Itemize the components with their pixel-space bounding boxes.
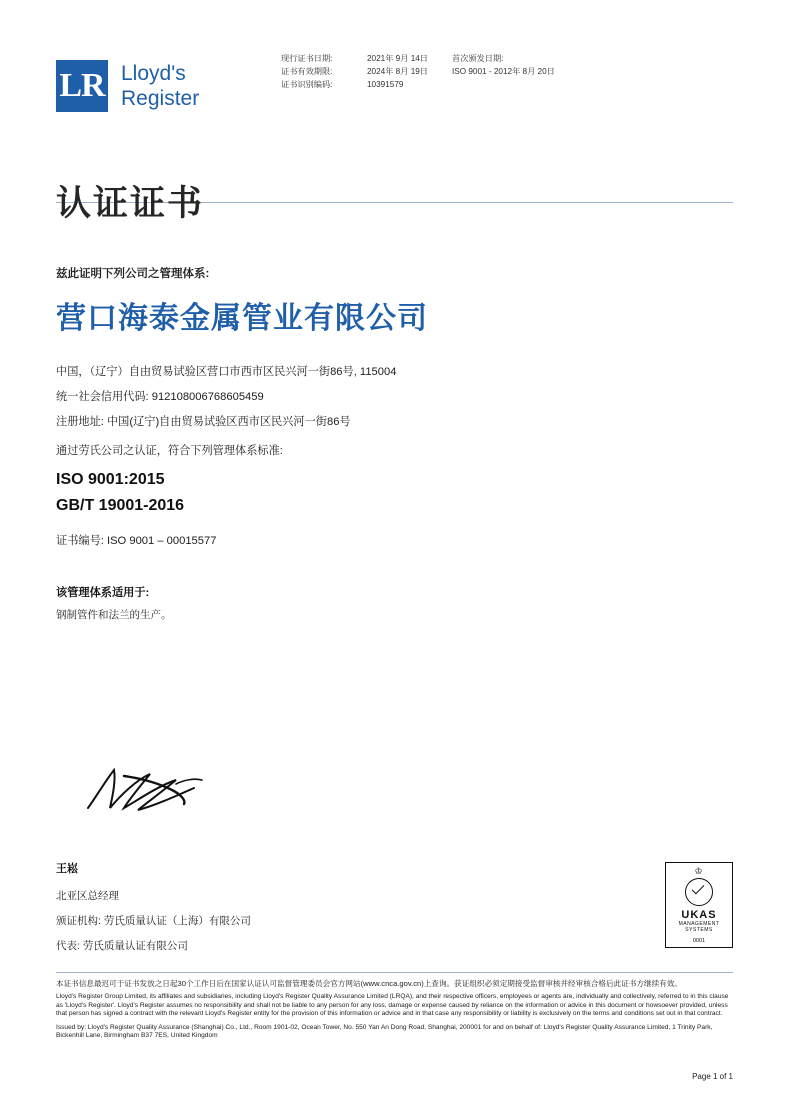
meta-value: 2024年 8月 19日 <box>367 67 428 76</box>
lloyds-register-logo <box>56 60 199 112</box>
standards-intro: 通过劳氏公司之认证，符合下列管理体系标准: <box>56 445 283 457</box>
scope-text: 钢制管件和法兰的生产。 <box>56 609 172 621</box>
logo-text-line2: Register <box>121 87 200 110</box>
scope-heading: 该管理体系适用于: <box>56 587 150 599</box>
credit-code-line: 统一社会信用代码: 91210800676860​5459 <box>56 391 264 403</box>
signatory-details <box>56 884 251 959</box>
intro-text: 兹此证明下列公司之管理体系: <box>56 268 210 280</box>
meta-row <box>452 65 555 78</box>
meta-row <box>452 52 555 65</box>
logo-mark-icon: LR <box>56 60 108 112</box>
issuing-body: 颁证机构: 劳氏质量认证（上海）有限公司 <box>56 915 251 927</box>
meta-value: 10391579 <box>367 80 404 89</box>
meta-column-first-issue <box>452 52 555 91</box>
footer-legal <box>56 978 733 1046</box>
signature-image <box>80 760 230 820</box>
signatory-name: 王崧 <box>56 863 78 875</box>
meta-row <box>281 65 428 78</box>
certificate-body <box>56 266 736 624</box>
ukas-number: 0001 <box>692 938 706 944</box>
ukas-sub-line1: MANAGEMENT <box>678 921 720 927</box>
registered-address-line: 注册地址: 中国(辽宁)自由贸易试验区西市区民兴河一街86号 <box>56 416 351 428</box>
meta-label: 首次颁发日期: <box>452 54 504 63</box>
logo-text-line1: Lloyd's <box>121 62 186 85</box>
meta-label: 现行证书日期: <box>281 54 333 63</box>
address-line: 中国，（辽宁）自由贸易试验区营口市西市区民兴河一街86号, 115004 <box>56 366 397 378</box>
page-title: 认证证书 <box>56 184 205 223</box>
meta-column-dates <box>281 52 428 91</box>
meta-label: 证书有效期限: <box>281 67 333 76</box>
signatory-title: 北亚区总经理 <box>56 890 119 902</box>
footer-disclaimer: Lloyd's Register Group Limited, its affiliates and subsidiaries, including Lloyd's Register Quality Assurance Limited (LRQA), and their respective officers, employees or agents are, individually and collectively, referred to in this clause as 'Lloyd's Register'. Lloyd's Register assumes no responsibility and shall not be liable to any person for any loss, damage or expense caused by reliance on the information or advice in this document or howsoever provided, unless that person has signed a contract with the relevant Lloyd's Register entity for the provision of this information or advice and in that case any responsibility or liability is exclusively on the terms and conditions set out in that contract. <box>56 993 729 1018</box>
certificate-meta <box>281 52 579 91</box>
on-behalf-of: 代表: 劳氏质量认证有限公司 <box>56 940 188 952</box>
document-header <box>0 52 789 148</box>
standard-gbt: GB/T 19001-2016 <box>56 497 185 514</box>
standard-iso: ISO 9001:2015 <box>56 471 165 488</box>
crown-icon: ♔ <box>694 866 704 876</box>
footer-divider <box>56 972 733 973</box>
meta-row <box>281 52 428 65</box>
ukas-accreditation-mark <box>665 862 733 948</box>
meta-value: ISO 9001 - 2012年 8月 20日 <box>452 67 555 76</box>
certificate-number: 证书编号: ISO 9001 – 00015577 <box>56 535 217 547</box>
meta-row <box>281 78 428 91</box>
ukas-sub-line2: SYSTEMS <box>685 927 713 933</box>
footer-issuer: Issued by: Lloyd's Register Quality Assurance (Shanghai) Co., Ltd., Room 1901-02, Ocean Tower, No. 550 Yan An Dong Road, Shanghai, 200001 for and on behalf of: Lloyd's Register Quality Assurance Limited, 1 Trinity Park, Bickenhill Lane, Birmingham B37 7ES, United Kingdom <box>56 1023 713 1040</box>
meta-label: 证书识别编码: <box>281 80 333 89</box>
checkmark-icon <box>685 878 713 906</box>
meta-value: 2021年 9月 14日 <box>367 54 428 63</box>
page-number: Page 1 of 1 <box>692 1072 733 1081</box>
logo-wordmark <box>121 61 199 111</box>
ukas-label: UKAS <box>681 909 717 921</box>
company-name: 营口海泰金属管业有限公司 <box>56 302 428 335</box>
footer-chinese-note: 本证书信息最迟可于证书发放之日起30个工作日后在国家认证认可监督管理委员会官方网站(www.cnca.gov.cn)上查询。获证组织必须定期接受监督审核并经审核合格后此证书方继续有效。 <box>56 979 682 988</box>
